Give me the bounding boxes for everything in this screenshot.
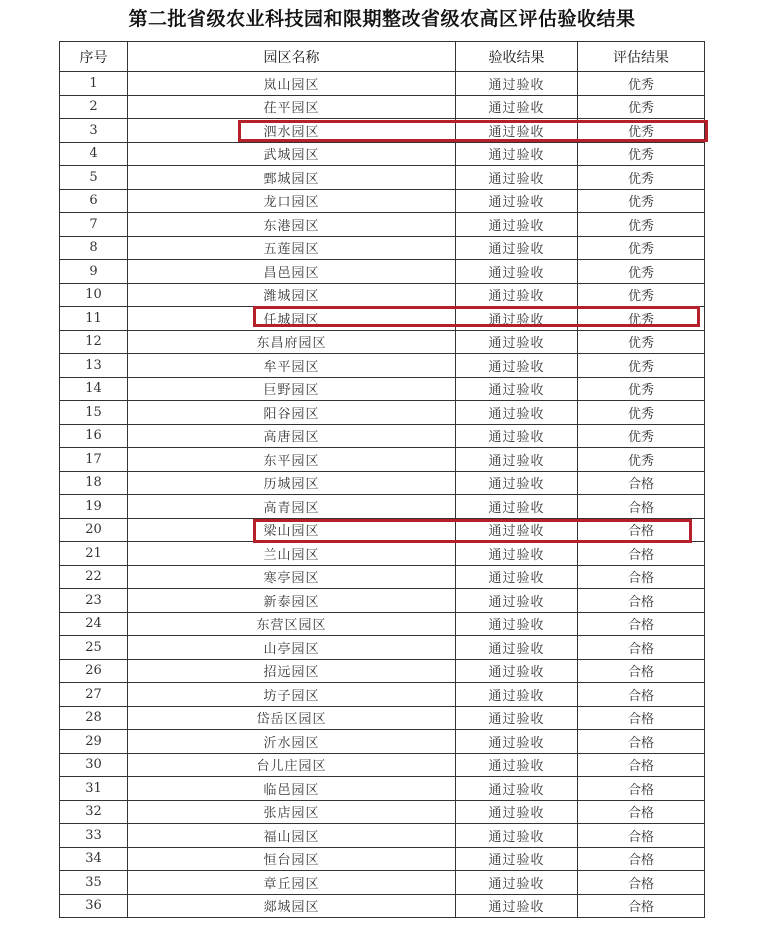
cell-acceptance-result: 通过验收: [456, 565, 578, 589]
table-row: [60, 307, 705, 331]
table-row: [60, 401, 705, 425]
cell-seq: 5: [60, 166, 128, 190]
cell-acceptance-result: 通过验收: [456, 236, 578, 260]
table-row: [60, 800, 705, 824]
cell-park-name: 沂水园区: [128, 730, 456, 754]
cell-evaluation-result: 优秀: [578, 260, 705, 284]
table-row: [60, 518, 705, 542]
cell-acceptance-result: 通过验收: [456, 330, 578, 354]
cell-evaluation-result: 优秀: [578, 354, 705, 378]
table-row: [60, 871, 705, 895]
cell-evaluation-result: 优秀: [578, 424, 705, 448]
cell-park-name: 山亭园区: [128, 636, 456, 660]
table-row: [60, 260, 705, 284]
cell-park-name: 东营区园区: [128, 612, 456, 636]
table-row: [60, 706, 705, 730]
cell-seq: 8: [60, 236, 128, 260]
cell-acceptance-result: 通过验收: [456, 847, 578, 871]
table-row: [60, 495, 705, 519]
page-title: 第二批省级农业科技园和限期整改省级农高区评估验收结果: [128, 8, 636, 30]
cell-park-name: 寒亭园区: [128, 565, 456, 589]
cell-evaluation-result: 合格: [578, 612, 705, 636]
cell-acceptance-result: 通过验收: [456, 542, 578, 566]
cell-seq: 13: [60, 354, 128, 378]
cell-park-name: 新泰园区: [128, 589, 456, 613]
cell-evaluation-result: 合格: [578, 800, 705, 824]
cell-seq: 26: [60, 659, 128, 683]
cell-evaluation-result: 合格: [578, 589, 705, 613]
column-header-acceptance: 验收结果: [456, 42, 578, 72]
cell-park-name: 梁山园区: [128, 518, 456, 542]
table-row: [60, 542, 705, 566]
cell-park-name: 坊子园区: [128, 683, 456, 707]
cell-evaluation-result: 优秀: [578, 166, 705, 190]
cell-evaluation-result: 优秀: [578, 330, 705, 354]
cell-evaluation-result: 合格: [578, 471, 705, 495]
cell-evaluation-result: 合格: [578, 659, 705, 683]
cell-seq: 33: [60, 824, 128, 848]
table-row: [60, 471, 705, 495]
cell-park-name: 巨野园区: [128, 377, 456, 401]
cell-seq: 11: [60, 307, 128, 331]
cell-seq: 19: [60, 495, 128, 519]
cell-evaluation-result: 合格: [578, 730, 705, 754]
table-row: [60, 659, 705, 683]
cell-evaluation-result: 合格: [578, 565, 705, 589]
cell-seq: 34: [60, 847, 128, 871]
cell-acceptance-result: 通过验收: [456, 260, 578, 284]
cell-seq: 10: [60, 283, 128, 307]
cell-seq: 17: [60, 448, 128, 472]
cell-evaluation-result: 优秀: [578, 283, 705, 307]
cell-park-name: 任城园区: [128, 307, 456, 331]
table-body: [60, 72, 705, 918]
cell-acceptance-result: 通过验收: [456, 189, 578, 213]
cell-park-name: 牟平园区: [128, 354, 456, 378]
cell-seq: 2: [60, 95, 128, 119]
table-row: [60, 565, 705, 589]
cell-park-name: 鄄城园区: [128, 166, 456, 190]
cell-acceptance-result: 通过验收: [456, 894, 578, 918]
cell-seq: 31: [60, 777, 128, 801]
cell-seq: 29: [60, 730, 128, 754]
cell-park-name: 高青园区: [128, 495, 456, 519]
table-row: [60, 824, 705, 848]
cell-park-name: 岱岳区园区: [128, 706, 456, 730]
table-row: [60, 189, 705, 213]
column-header-seq: 序号: [60, 42, 128, 72]
cell-seq: 35: [60, 871, 128, 895]
cell-acceptance-result: 通过验收: [456, 683, 578, 707]
table-row: [60, 777, 705, 801]
cell-seq: 30: [60, 753, 128, 777]
cell-evaluation-result: 合格: [578, 636, 705, 660]
cell-evaluation-result: 优秀: [578, 119, 705, 143]
cell-park-name: 阳谷园区: [128, 401, 456, 425]
cell-acceptance-result: 通过验收: [456, 706, 578, 730]
cell-seq: 32: [60, 800, 128, 824]
cell-acceptance-result: 通过验收: [456, 730, 578, 754]
cell-park-name: 泗水园区: [128, 119, 456, 143]
cell-seq: 16: [60, 424, 128, 448]
cell-park-name: 章丘园区: [128, 871, 456, 895]
cell-park-name: 郯城园区: [128, 894, 456, 918]
cell-acceptance-result: 通过验收: [456, 119, 578, 143]
cell-seq: 3: [60, 119, 128, 143]
cell-evaluation-result: 合格: [578, 542, 705, 566]
cell-seq: 1: [60, 72, 128, 96]
table-row: [60, 330, 705, 354]
cell-seq: 4: [60, 142, 128, 166]
cell-seq: 14: [60, 377, 128, 401]
cell-evaluation-result: 优秀: [578, 189, 705, 213]
cell-park-name: 福山园区: [128, 824, 456, 848]
cell-acceptance-result: 通过验收: [456, 448, 578, 472]
table-row: [60, 119, 705, 143]
cell-acceptance-result: 通过验收: [456, 777, 578, 801]
cell-park-name: 昌邑园区: [128, 260, 456, 284]
cell-park-name: 临邑园区: [128, 777, 456, 801]
cell-acceptance-result: 通过验收: [456, 659, 578, 683]
cell-acceptance-result: 通过验收: [456, 377, 578, 401]
cell-evaluation-result: 优秀: [578, 213, 705, 237]
cell-evaluation-result: 优秀: [578, 142, 705, 166]
cell-evaluation-result: 合格: [578, 871, 705, 895]
cell-acceptance-result: 通过验收: [456, 871, 578, 895]
cell-seq: 15: [60, 401, 128, 425]
cell-acceptance-result: 通过验收: [456, 166, 578, 190]
cell-evaluation-result: 合格: [578, 894, 705, 918]
table-row: [60, 283, 705, 307]
cell-seq: 12: [60, 330, 128, 354]
cell-acceptance-result: 通过验收: [456, 824, 578, 848]
cell-acceptance-result: 通过验收: [456, 213, 578, 237]
cell-park-name: 高唐园区: [128, 424, 456, 448]
table-row: [60, 683, 705, 707]
cell-evaluation-result: 合格: [578, 824, 705, 848]
cell-park-name: 岚山园区: [128, 72, 456, 96]
cell-evaluation-result: 合格: [578, 495, 705, 519]
cell-acceptance-result: 通过验收: [456, 636, 578, 660]
cell-acceptance-result: 通过验收: [456, 307, 578, 331]
cell-park-name: 台儿庄园区: [128, 753, 456, 777]
table-row: [60, 636, 705, 660]
cell-seq: 6: [60, 189, 128, 213]
cell-acceptance-result: 通过验收: [456, 95, 578, 119]
cell-acceptance-result: 通过验收: [456, 800, 578, 824]
cell-acceptance-result: 通过验收: [456, 495, 578, 519]
table-row: [60, 847, 705, 871]
cell-park-name: 兰山园区: [128, 542, 456, 566]
cell-evaluation-result: 合格: [578, 706, 705, 730]
cell-park-name: 武城园区: [128, 142, 456, 166]
cell-park-name: 张店园区: [128, 800, 456, 824]
table-row: [60, 213, 705, 237]
table-row: [60, 448, 705, 472]
table-row: [60, 95, 705, 119]
column-header-name: 园区名称: [128, 42, 456, 72]
table-row: [60, 72, 705, 96]
cell-acceptance-result: 通过验收: [456, 401, 578, 425]
cell-acceptance-result: 通过验收: [456, 72, 578, 96]
cell-park-name: 茌平园区: [128, 95, 456, 119]
cell-evaluation-result: 合格: [578, 847, 705, 871]
table-header-row: [60, 42, 705, 72]
cell-park-name: 历城园区: [128, 471, 456, 495]
cell-evaluation-result: 合格: [578, 683, 705, 707]
cell-acceptance-result: 通过验收: [456, 283, 578, 307]
cell-acceptance-result: 通过验收: [456, 753, 578, 777]
cell-seq: 24: [60, 612, 128, 636]
cell-park-name: 五莲园区: [128, 236, 456, 260]
cell-evaluation-result: 合格: [578, 518, 705, 542]
cell-evaluation-result: 合格: [578, 777, 705, 801]
cell-park-name: 东平园区: [128, 448, 456, 472]
table-row: [60, 612, 705, 636]
cell-park-name: 恒台园区: [128, 847, 456, 871]
table-row: [60, 377, 705, 401]
cell-evaluation-result: 优秀: [578, 448, 705, 472]
cell-seq: 20: [60, 518, 128, 542]
cell-seq: 22: [60, 565, 128, 589]
table-row: [60, 166, 705, 190]
table-row: [60, 424, 705, 448]
cell-acceptance-result: 通过验收: [456, 518, 578, 542]
cell-seq: 25: [60, 636, 128, 660]
results-table: [59, 41, 705, 918]
cell-park-name: 招远园区: [128, 659, 456, 683]
cell-evaluation-result: 优秀: [578, 95, 705, 119]
table-row: [60, 753, 705, 777]
table-row: [60, 354, 705, 378]
cell-seq: 21: [60, 542, 128, 566]
cell-acceptance-result: 通过验收: [456, 589, 578, 613]
cell-seq: 36: [60, 894, 128, 918]
cell-acceptance-result: 通过验收: [456, 142, 578, 166]
cell-acceptance-result: 通过验收: [456, 471, 578, 495]
cell-evaluation-result: 优秀: [578, 72, 705, 96]
table-row: [60, 589, 705, 613]
cell-park-name: 潍城园区: [128, 283, 456, 307]
cell-acceptance-result: 通过验收: [456, 424, 578, 448]
cell-park-name: 东昌府园区: [128, 330, 456, 354]
cell-evaluation-result: 优秀: [578, 307, 705, 331]
table-row: [60, 894, 705, 918]
cell-seq: 18: [60, 471, 128, 495]
cell-seq: 27: [60, 683, 128, 707]
cell-park-name: 龙口园区: [128, 189, 456, 213]
cell-evaluation-result: 合格: [578, 753, 705, 777]
table-row: [60, 142, 705, 166]
column-header-evaluation: 评估结果: [578, 42, 705, 72]
cell-seq: 23: [60, 589, 128, 613]
cell-seq: 28: [60, 706, 128, 730]
cell-seq: 9: [60, 260, 128, 284]
table-row: [60, 730, 705, 754]
table-row: [60, 236, 705, 260]
cell-park-name: 东港园区: [128, 213, 456, 237]
cell-evaluation-result: 优秀: [578, 236, 705, 260]
cell-evaluation-result: 优秀: [578, 401, 705, 425]
cell-acceptance-result: 通过验收: [456, 612, 578, 636]
cell-evaluation-result: 优秀: [578, 377, 705, 401]
cell-acceptance-result: 通过验收: [456, 354, 578, 378]
cell-seq: 7: [60, 213, 128, 237]
